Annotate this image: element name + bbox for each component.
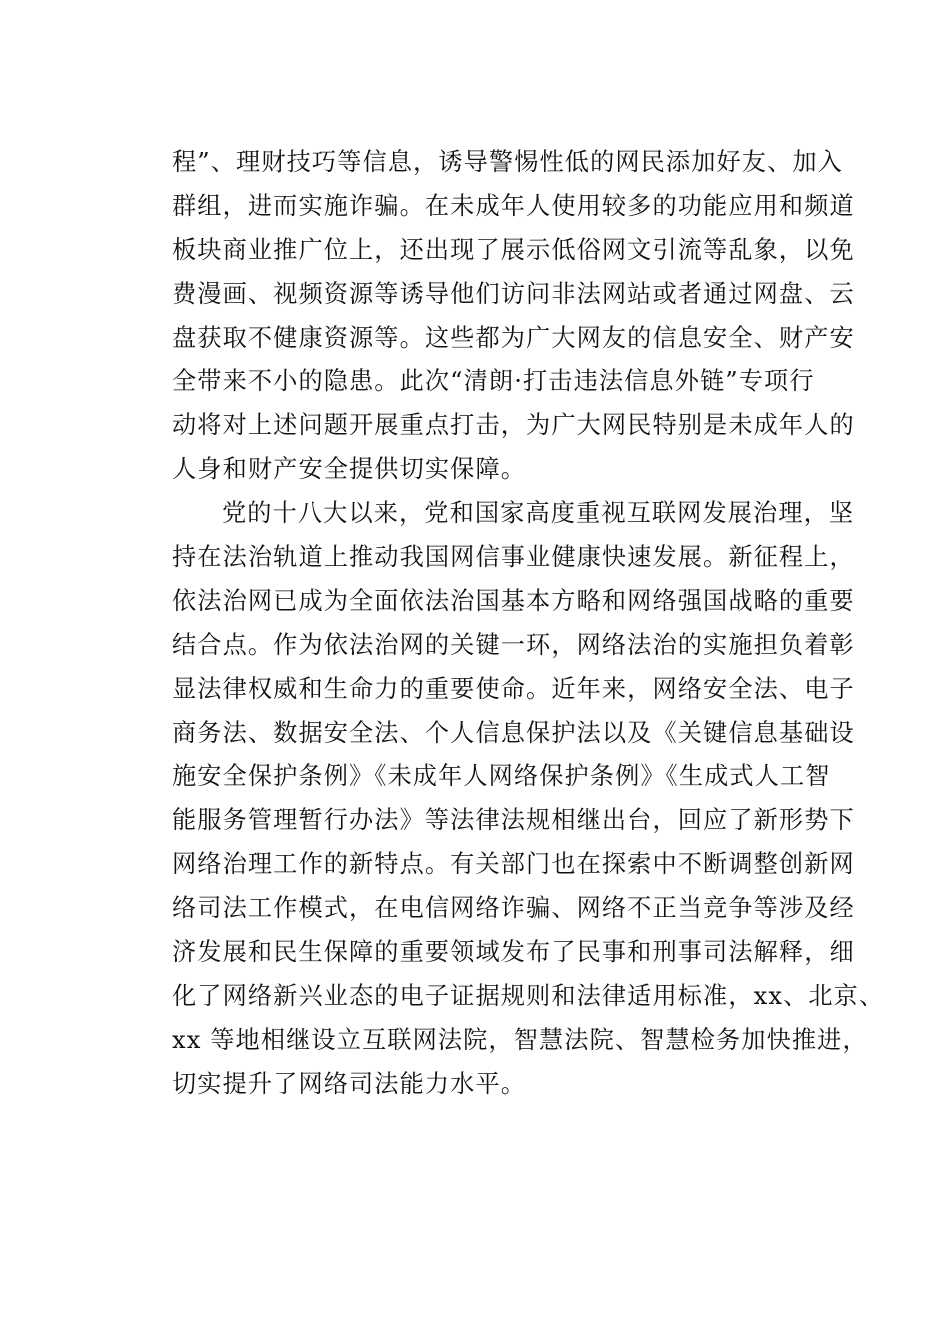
- text-line: 群组，进而实施诈骗。在未成年人使用较多的功能应用和频道: [172, 191, 855, 220]
- document-body: [172, 141, 885, 1107]
- text-line: 动将对上述问题开展重点打击，为广大网民特别是未成年人的: [172, 411, 855, 440]
- text-line: 济发展和民生保障的重要领域发布了民事和刑事司法解释，细: [172, 938, 855, 967]
- text-line: 费漫画、视频资源等诱导他们访问非法网站或者通过网盘、云: [172, 279, 855, 308]
- text-line: 全带来不小的隐患。此次“清朗·打击违法信息外链”专项行: [172, 367, 815, 396]
- paragraph-2: [172, 492, 885, 1106]
- text-line: 化了网络新兴业态的电子证据规则和法律适用标准，xx、北京、: [172, 981, 885, 1010]
- text-line: 盘获取不健康资源等。这些都为广大网友的信息安全、财产安: [172, 323, 855, 352]
- text-line: 结合点。作为依法治网的关键一环，网络法治的实施担负着彰: [172, 630, 855, 659]
- text-line: 切实提升了网络司法能力水平。: [172, 1069, 527, 1098]
- text-line: 人身和财产安全提供切实保障。: [172, 455, 527, 484]
- text-line: 网络治理工作的新特点。有关部门也在探索中不断调整创新网: [172, 850, 855, 879]
- text-line: 持在法治轨道上推动我国网信事业健康快速发展。新征程上，: [172, 543, 855, 572]
- text-line: 施安全保护条例》《未成年人网络保护条例》《生成式人工智: [172, 762, 831, 791]
- text-line: xx 等地相继设立互联网法院，智慧法院、智慧检务加快推进，: [172, 1025, 868, 1054]
- text-line: 能服务管理暂行办法》等法律法规相继出台，回应了新形势下: [172, 806, 855, 835]
- text-line: 络司法工作模式，在电信网络诈骗、网络不正当竞争等涉及经: [172, 894, 855, 923]
- paragraph-1: [172, 141, 855, 492]
- text-line-indented: 党的十八大以来，党和国家高度重视互联网发展治理，坚: [222, 499, 855, 528]
- text-line: 显法律权威和生命力的重要使命。近年来，网络安全法、电子: [172, 674, 855, 703]
- text-line: 程”、理财技巧等信息，诱导警惕性低的网民添加好友、加入: [172, 148, 843, 176]
- text-line: 板块商业推广位上，还出现了展示低俗网文引流等乱象，以免: [172, 235, 855, 264]
- text-line: 依法治网已成为全面依法治国基本方略和网络强国战略的重要: [172, 586, 855, 615]
- text-line: 商务法、数据安全法、个人信息保护法以及《关键信息基础设: [172, 718, 855, 747]
